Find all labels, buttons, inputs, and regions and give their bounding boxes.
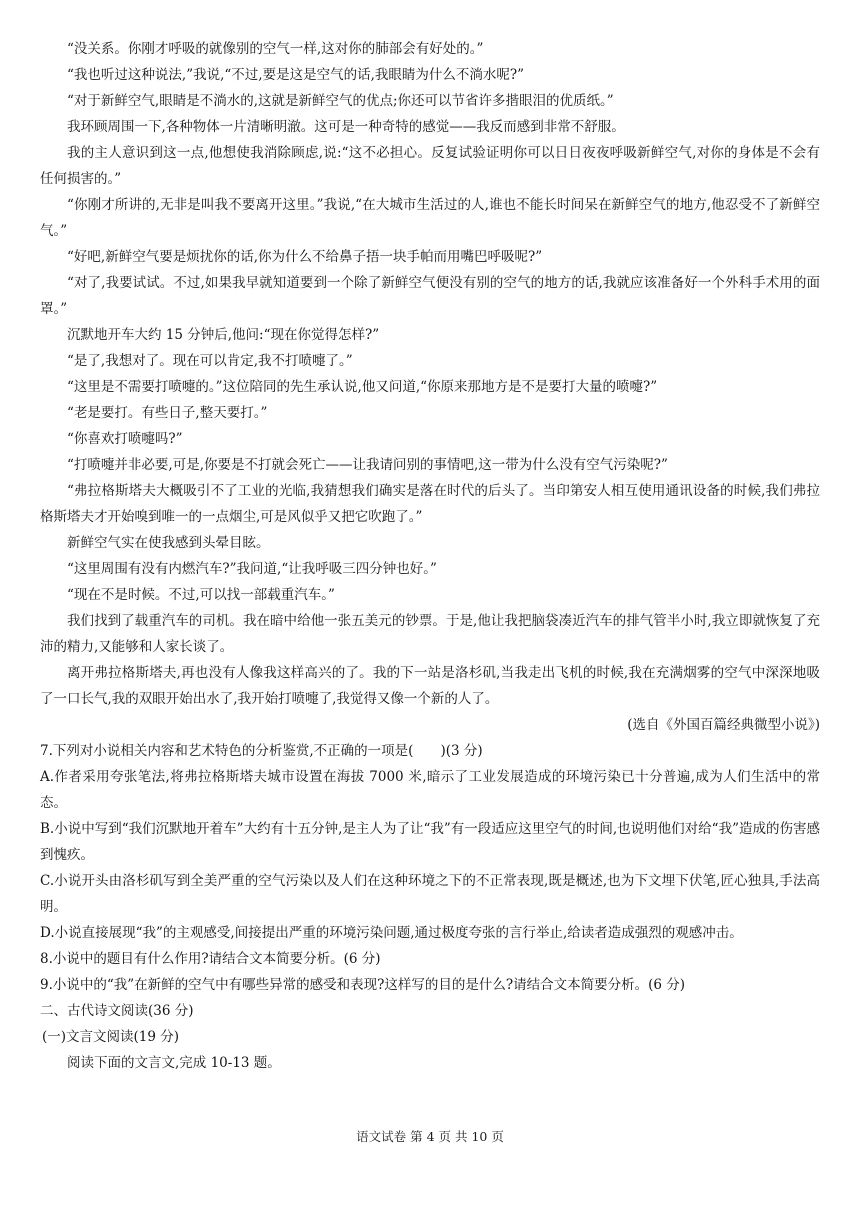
story-paragraph: “你刚才所讲的,无非是叫我不要离开这里。”我说,“在大城市生活过的人,谁也不能长时间呆在新鲜空气的地方,他忍受不了新鲜空气。” <box>40 197 820 239</box>
story-paragraph: 沉默地开车大约 15 分钟后,他问:“现在你觉得怎样?” <box>67 327 380 343</box>
story-paragraph: “现在不是时候。不过,可以找一部载重汽车。” <box>67 587 335 603</box>
story-paragraph: “这里周围有没有内燃汽车?”我问道,“让我呼吸三四分钟也好。” <box>67 561 437 577</box>
question-7-option-d: D.小说直接展现“我”的主观感受,间接提出严重的环境污染问题,通过极度夸张的言行举止,给读者造成强烈的观感冲击。 <box>40 925 743 941</box>
question-9: 9.小说中的“我”在新鲜的空气中有哪些异常的感受和表现?这样写的目的是什么?请结合文本简要分析。(6 分) <box>40 977 686 993</box>
story-paragraph: 新鲜空气实在使我感到头晕目眩。 <box>67 535 270 551</box>
story-paragraph: “打喷嚏并非必要,可是,你要是不打就会死亡——让我请问别的事情吧,这一带为什么没有空气污染呢?” <box>67 457 668 473</box>
story-paragraph: “我也听过这种说法,”我说,“不过,要是这是空气的话,我眼睛为什么不淌水呢?” <box>67 67 525 83</box>
story-body <box>40 36 820 738</box>
story-source: (选自《外国百篇经典微型小说》) <box>627 717 820 733</box>
question-8: 8.小说中的题目有什么作用?请结合文本简要分析。(6 分) <box>40 951 381 967</box>
story-paragraph: “好吧,新鲜空气要是烦扰你的话,你为什么不给鼻子捂一块手帕而用嘴巴呼吸呢?” <box>67 249 543 265</box>
story-paragraph: 我们找到了载重汽车的司机。我在暗中给他一张五美元的钞票。于是,他让我把脑袋凑近汽车的排气管半小时,我立即就恢复了充沛的精力,又能够和人家长谈了。 <box>40 613 820 655</box>
reading-instruction: 阅读下面的文言文,完成 10-13 题。 <box>67 1055 281 1071</box>
story-paragraph: 我的主人意识到这一点,他想使我消除顾虑,说:“这不必担心。反复试验证明你可以日日夜夜呼吸新鲜空气,对你的身体是不会有任何损害的。” <box>40 145 820 187</box>
story-paragraph: “没关系。你刚才呼吸的就像别的空气一样,这对你的肺部会有好处的。” <box>67 41 484 57</box>
subsection-title: (一)文言文阅读(19 分) <box>42 1029 180 1045</box>
question-7-option-b: B.小说中写到“我们沉默地开着车”大约有十五分钟,是主人为了让“我”有一段适应这里空气的时间,也说明他们对给“我”造成的伤害感到愧疚。 <box>40 821 820 863</box>
story-paragraph: “老是要打。有些日子,整天要打。” <box>67 405 268 421</box>
page-footer: 语文试卷 第 4 页 共 10 页 <box>356 1129 504 1144</box>
story-paragraph: “这里是不需要打喷嚏的。”这位陪同的先生承认说,他又问道,“你原来那地方是不是要打大量的喷嚏?” <box>67 379 658 395</box>
story-paragraph: “你喜欢打喷嚏吗?” <box>67 431 183 447</box>
question-7-option-a: A.作者采用夸张笔法,将弗拉格斯塔夫城市设置在海拔 7000 米,暗示了工业发展造成的环境污染已十分普遍,成为人们生活中的常态。 <box>40 769 820 811</box>
questions-block <box>40 738 820 998</box>
story-paragraph: “弗拉格斯塔夫大概吸引不了工业的光临,我猜想我们确实是落在时代的后头了。当印第安人相互使用通讯设备的时候,我们弗拉格斯塔夫才开始嗅到唯一的一点烟尘,可是风似乎又把它吹跑了。” <box>40 483 820 525</box>
section-title: 二、古代诗文阅读(36 分) <box>40 1003 194 1019</box>
story-paragraph: 离开弗拉格斯塔夫,再也没有人像我这样高兴的了。我的下一站是洛杉矶,当我走出飞机的时候,我在充满烟雾的空气中深深地吸了一口长气,我的双眼开始出水了,我开始打喷嚏了,我觉得又像一个新的人了。 <box>40 665 820 707</box>
question-7-stem: 7.下列对小说相关内容和艺术特色的分析鉴赏,不正确的一项是( )(3 分) <box>40 743 483 759</box>
story-paragraph: “对于新鲜空气,眼睛是不淌水的,这就是新鲜空气的优点;你还可以节省许多揩眼泪的优质纸。” <box>67 93 614 109</box>
story-paragraph: “是了,我想对了。现在可以肯定,我不打喷嚏了。” <box>67 353 353 369</box>
question-7-option-c: C.小说开头由洛杉矶写到全美严重的空气污染以及人们在这种环境之下的不正常表现,既是概述,也为下文埋下伏笔,匠心独具,手法高明。 <box>40 873 820 915</box>
story-paragraph: 我环顾周围一下,各种物体一片清晰明澈。这可是一种奇特的感觉——我反而感到非常不舒服。 <box>67 119 625 135</box>
story-paragraph: “对了,我要试试。不过,如果我早就知道要到一个除了新鲜空气便没有别的空气的地方的话,我就应该准备好一个外科手术用的面罩。” <box>40 275 820 317</box>
